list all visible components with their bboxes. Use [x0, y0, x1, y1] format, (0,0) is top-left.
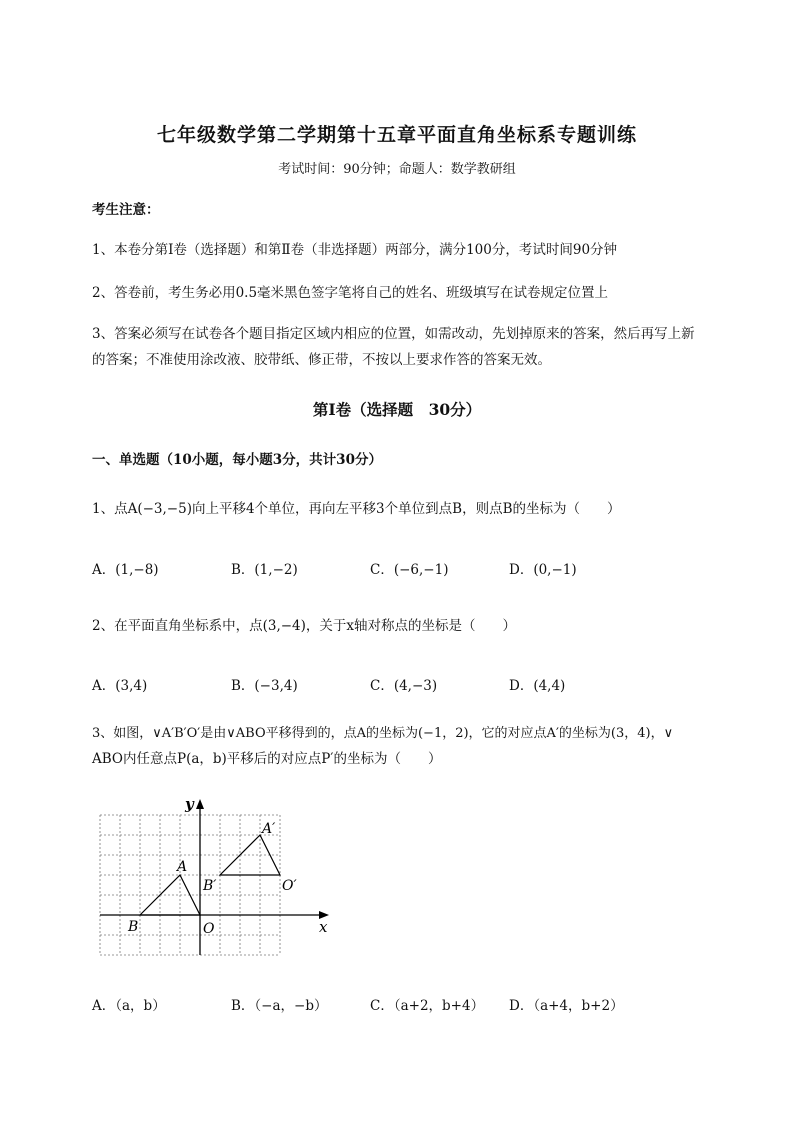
y-axis-arrow [196, 799, 204, 809]
question-1-option-c[interactable]: C．(−6,−1) [370, 562, 449, 578]
exam-title: 七年级数学第二学期第十五章平面直角坐标系专题训练 [156, 124, 637, 146]
question-2-option-a[interactable]: A．(3,4) [92, 678, 148, 694]
question-2-stem: 2、在平面直角坐标系中，点(3,−4)，关于x轴对称点的坐标是（ ） [92, 618, 517, 634]
notice-heading: 考生注意： [92, 202, 160, 218]
point-label-a-prime: A′ [262, 821, 276, 837]
point-label-o: O [203, 921, 215, 937]
grid-lines [100, 815, 280, 955]
notice-item-3: 3、答案必须写在试卷各个题目指定区域内相应的位置，如需改动，先划掉原来的答案，然后再写上新 [92, 326, 695, 342]
part-heading: 一、单选题（10小题，每小题3分，共计30分） [92, 452, 382, 468]
question-3-option-a[interactable]: A．（a，b） [92, 998, 166, 1014]
question-1-option-a[interactable]: A．(1,−8) [92, 562, 159, 578]
question-1-stem: 1、点A(−3,−5)向上平移4个单位，再向左平移3个单位到点B，则点B的坐标为（ ） [92, 501, 621, 517]
question-2-option-b[interactable]: B．(−3,4) [231, 678, 298, 694]
question-3-option-d[interactable]: D．（a+4，b+2） [509, 998, 624, 1014]
question-3-option-b[interactable]: B．（−a，−b） [231, 998, 328, 1014]
point-label-b-prime: B′ [203, 878, 217, 894]
coordinate-figure [95, 795, 345, 970]
exam-subtitle: 考试时间：90分钟；命题人：数学教研组 [278, 162, 516, 177]
section-title: 第Ⅰ卷（选择题 30分） [312, 400, 482, 419]
point-label-o-prime: O′ [282, 878, 297, 894]
question-3-option-c[interactable]: C．（a+2，b+4） [370, 998, 485, 1014]
question-3-stem-line1: 3、如图，∨A′B′O′是由∨ABO平移得到的，点A的坐标为(−1，2)，它的对应点A′的坐标为(3，4)，∨ [92, 726, 674, 741]
question-3-stem-line2: ABO内任意点P(a，b)平移后的对应点P′的坐标为（ ） [92, 751, 442, 767]
question-1-option-b[interactable]: B．(1,−2) [231, 562, 298, 578]
axis-label-x: x [319, 918, 328, 936]
question-1-option-d[interactable]: D．(0,−1) [509, 562, 577, 578]
notice-item-1: 1、本卷分第Ⅰ卷（选择题）和第Ⅱ卷（非选择题）两部分，满分100分，考试时间90分钟 [92, 242, 618, 258]
notice-item-2: 2、答卷前，考生务必用0.5毫米黑色签字笔将自己的姓名、班级填写在试卷规定位置上 [92, 285, 609, 301]
axis-label-y: y [185, 795, 194, 813]
question-2-option-c[interactable]: C．(4,−3) [370, 678, 438, 694]
notice-item-3-cont: 的答案；不准使用涂改液、胶带纸、修正带，不按以上要求作答的答案无效。 [92, 352, 551, 368]
point-label-b: B [128, 919, 139, 935]
question-2-option-d[interactable]: D．(4,4) [509, 678, 566, 694]
point-label-a: A [177, 859, 188, 875]
